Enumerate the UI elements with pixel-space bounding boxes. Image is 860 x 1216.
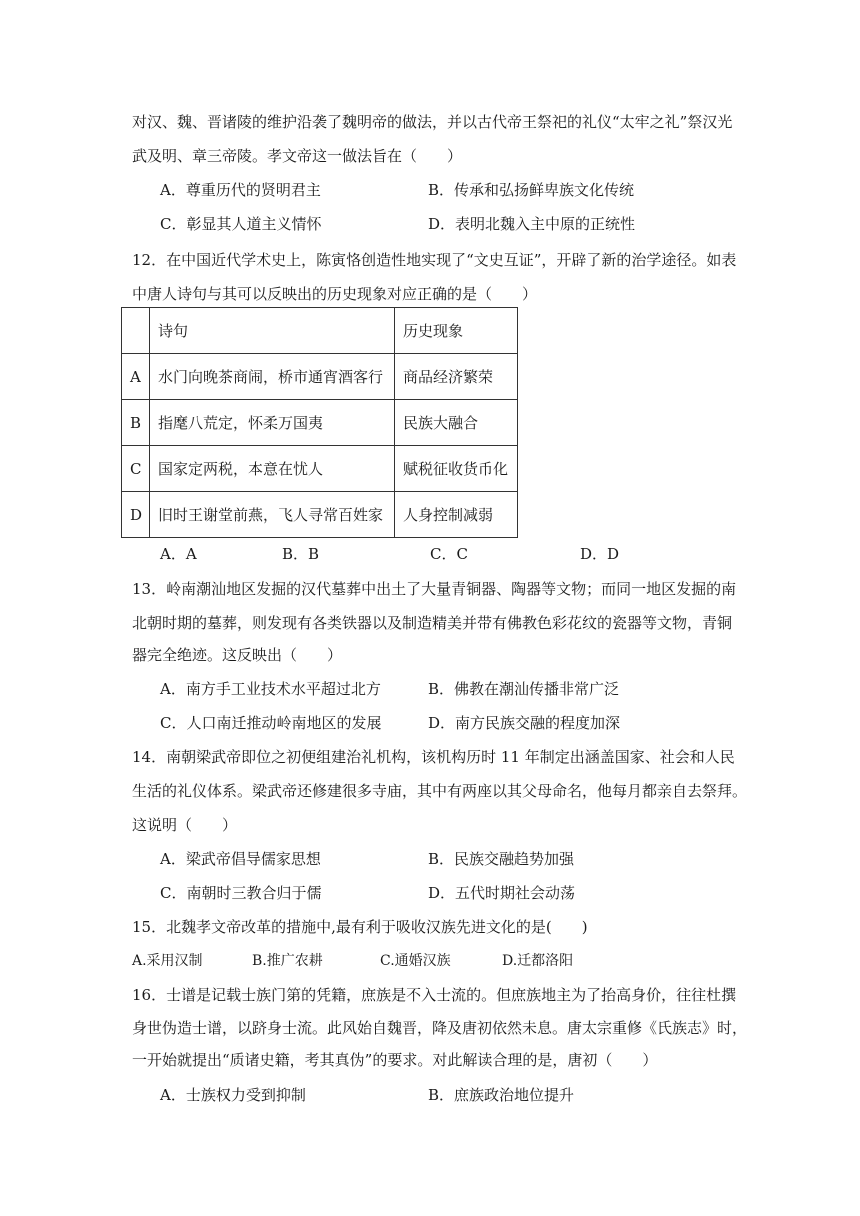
table-cell: 商品经济繁荣 [395,354,518,400]
table-row [122,354,518,400]
q15-option-a[interactable]: A.采用汉制 [132,953,203,969]
q12-stem-line2: 中唐人诗句与其可以反映出的历史现象对应正确的是（ ） [132,285,538,303]
q11-stem-line2: 武及明、章三帝陵。孝文帝这一做法旨在（ ） [132,147,463,165]
q15-option-c[interactable]: C.通婚汉族 [380,953,451,969]
q14-stem-line3: 这说明（ ） [132,816,238,834]
q12-option-a[interactable]: A．A [160,545,197,563]
q14-option-d[interactable]: D．五代时期社会动荡 [428,884,576,902]
q12-option-c[interactable]: C．C [430,545,468,563]
table-cell: 民族大融合 [395,400,518,446]
q15-option-d[interactable]: D.迁都洛阳 [502,953,574,969]
q14-stem-line1: 14．南朝梁武帝即位之初便组建治礼机构，该机构历时 11 年制定出涵盖国家、社会和人民 [132,748,735,766]
q16-option-a[interactable]: A．士族权力受到抑制 [160,1086,306,1104]
q14-option-b[interactable]: B．民族交融趋势加强 [428,850,575,868]
q12-stem-line1: 12．在中国近代学术史上，陈寅恪创造性地实现了“文史互证”，开辟了新的治学途径。如表 [132,251,737,269]
table-header-cell [122,308,150,354]
table-header-row [122,308,518,354]
q14-option-c[interactable]: C．南朝时三教合归于儒 [160,884,322,902]
q16-stem-line1: 16．士谱是记载士族门第的凭籍，庶族是不入士流的。但庶族地主为了抬高身价，往往杜撰 [132,986,737,1004]
table-cell: 国家定两税，本意在忧人 [150,446,395,492]
q11-option-a[interactable]: A．尊重历代的贤明君主 [160,181,321,199]
table-row [122,446,518,492]
q13-stem-line3: 器完全绝迹。这反映出（ ） [132,646,343,664]
table-cell: 人身控制减弱 [395,492,518,538]
q14-option-a[interactable]: A．梁武帝倡导儒家思想 [160,850,321,868]
q11-option-d[interactable]: D．表明北魏入主中原的正统性 [428,215,636,233]
q11-option-c[interactable]: C．彰显其人道主义情怀 [160,215,322,233]
q13-option-d[interactable]: D．南方民族交融的程度加深 [428,714,621,732]
table-cell: 指麾八荒定，怀柔万国夷 [150,400,395,446]
q15-stem-line1: 15．北魏孝文帝改革的措施中,最有利于吸收汉族先进文化的是( ) [132,918,588,936]
table-cell: C [122,446,150,492]
q11-option-b[interactable]: B．传承和弘扬鲜卑族文化传统 [428,181,635,199]
table-row [122,400,518,446]
q16-stem-line2: 身世伪造士谱，以跻身士流。此风始自魏晋，降及唐初依然未息。唐太宗重修《氏族志》时， [132,1019,748,1037]
q13-stem-line1: 13．岭南潮汕地区发掘的汉代墓葬中出土了大量青铜器、陶器等文物；而同一地区发掘的南 [132,580,737,598]
table-cell: B [122,400,150,446]
q16-option-b[interactable]: B．庶族政治地位提升 [428,1086,575,1104]
q13-option-a[interactable]: A．南方手工业技术水平超过北方 [160,680,381,698]
q13-option-b[interactable]: B．佛教在潮汕传播非常广泛 [428,680,620,698]
table-cell: D [122,492,150,538]
table-cell: 水门向晚茶商闹，桥市通宵酒客行 [150,354,395,400]
q16-stem-line3: 一开始就提出“质诸史籍，考其真伪”的要求。对此解读合理的是，唐初（ ） [132,1051,658,1069]
q12-option-d[interactable]: D．D [580,545,620,563]
table-header-cell: 诗句 [150,308,395,354]
q12-table [121,307,518,538]
table-header-cell: 历史现象 [395,308,518,354]
q13-stem-line2: 北朝时期的墓葬，则发现有各类铁器以及制造精美并带有佛教色彩花纹的瓷器等文物，青铜 [132,614,733,632]
table-cell: A [122,354,150,400]
table-cell: 赋税征收货币化 [395,446,518,492]
q14-stem-line2: 生活的礼仪体系。梁武帝还修建很多寺庙，其中有两座以其父母命名，他每月都亲自去祭拜。 [132,782,748,800]
q13-option-c[interactable]: C．人口南迁推动岭南地区的发展 [160,714,382,732]
table-cell: 旧时王谢堂前燕，飞人寻常百姓家 [150,492,395,538]
table-row [122,492,518,538]
q11-stem-line1: 对汉、魏、晋诸陵的维护沿袭了魏明帝的做法，并以古代帝王祭祀的礼仪“太牢之礼”祭汉光 [132,113,733,131]
q15-option-b[interactable]: B.推广农耕 [252,953,323,969]
q12-option-b[interactable]: B．B [282,545,320,563]
